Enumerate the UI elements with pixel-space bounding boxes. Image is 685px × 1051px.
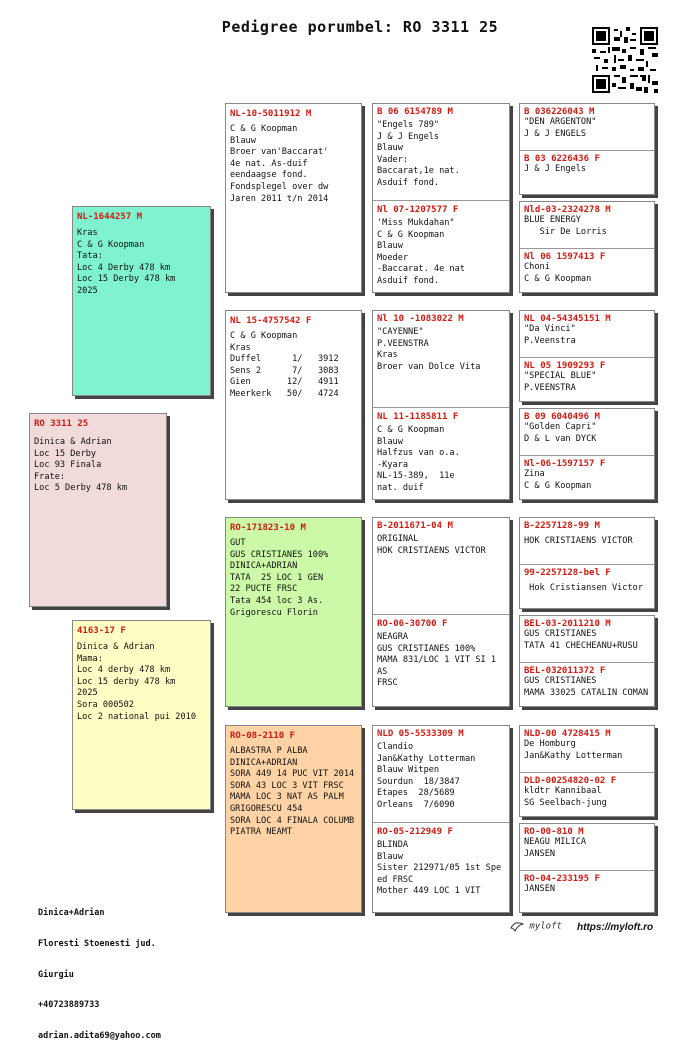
gen5-card[interactable] xyxy=(519,823,655,913)
gen4-line: Orleans 7/6090 xyxy=(377,799,455,810)
gen5-card[interactable] xyxy=(519,103,655,195)
gen3-line: C & G Koopman xyxy=(230,124,298,134)
dam-card[interactable] xyxy=(72,620,211,810)
gen5-line: Hok Cristiansen Victor xyxy=(524,583,643,593)
gen3-line: 4e nat. As-duif xyxy=(230,158,308,169)
dam-line: Loc 4 derby 478 km xyxy=(77,665,171,676)
gen5-card[interactable] xyxy=(519,725,655,817)
gen4-line: Blauw Witpen xyxy=(377,765,440,776)
gen5-line: MAMA 33025 CATALIN COMAN xyxy=(524,687,649,698)
gen3-line: PIATRA NEAMT xyxy=(230,827,293,838)
owner-email: adrian.adita69@yahoo.com xyxy=(38,1030,161,1041)
pigeon-icon xyxy=(510,920,524,932)
gen3-line: DINICA+ADRIAN xyxy=(230,757,298,768)
gen5-line: P.VEENSTRA xyxy=(524,382,576,393)
gen5-line: GUS CRISTIANES xyxy=(524,629,597,639)
gen5-ring: BEL-03-2011210 M xyxy=(524,619,611,629)
gen5-line: D & L van DYCK xyxy=(524,433,597,444)
website-link[interactable]: https://myloft.ro xyxy=(577,922,654,933)
gen3-ring: RO-08-2110 F xyxy=(230,731,296,741)
gen5-ring: Nld-03-2324278 M xyxy=(524,205,611,215)
gen5-ring: NLD-00 4728415 M xyxy=(524,729,611,739)
gen5-line: SG Seelbach-jung xyxy=(524,797,607,808)
gen5-line: "Da Vinci" xyxy=(524,324,576,334)
gen3-ring: NL-10-5011912 M xyxy=(230,109,312,119)
gen4-line: C & G Koopman xyxy=(377,425,445,435)
subject-line: Frate: xyxy=(34,471,66,482)
gen4-ring: RO-05-212949 F xyxy=(377,827,453,837)
gen4-line: Jan&Kathy Lotterman xyxy=(377,753,476,764)
gen3-ring: RO-171823-10 M xyxy=(230,523,306,533)
gen4-line: 'Miss Mukdahan" xyxy=(377,218,455,228)
dam-line: Sora 000502 xyxy=(77,699,134,710)
gen5-line: De Homburg xyxy=(524,739,576,749)
gen5-ring: DLD-00254820-02 F xyxy=(524,776,617,786)
owner-line: Dinica+Adrian xyxy=(38,908,105,919)
dam-line: Mama: xyxy=(77,653,103,664)
gen4-line: "CAYENNE" xyxy=(377,327,424,337)
gen3-ring: NL 15-4757542 F xyxy=(230,316,312,326)
gen5-line: GUS CRISTIANES xyxy=(524,676,597,686)
sire-line: Loc 4 Derby 478 km xyxy=(77,262,171,273)
gen4-line: J & J Engels xyxy=(377,131,440,142)
gen3-line: Blauw xyxy=(230,135,256,146)
owner-phone: +40723889733 xyxy=(38,1000,100,1011)
gen3-line: SORA 449 14 PUC VIT 2014 xyxy=(230,769,355,780)
gen3-line: Broer van'Baccarat' xyxy=(230,147,329,158)
gen5-line: "DEN ARGENTON" xyxy=(524,117,597,127)
gen5-card[interactable] xyxy=(519,615,655,707)
gen5-line: Sir De Lorris xyxy=(524,226,607,237)
gen4-ring: B-2011671-04 M xyxy=(377,521,453,531)
gen5-ring: B 03 6226436 F xyxy=(524,154,600,164)
dam-line: Dinica & Adrian xyxy=(77,642,155,652)
myloft-logo xyxy=(510,920,562,932)
dam-line: Loc 15 derby 478 km xyxy=(77,676,176,687)
gen4-line: Clandio xyxy=(377,742,414,752)
gen4-line: ORIGINAL xyxy=(377,534,419,544)
gen5-line: JANSEN xyxy=(524,848,556,859)
gen3-line: Tata 454 loc 3 As. xyxy=(230,595,324,606)
gen5-line: C & G Koopman xyxy=(524,273,592,284)
subject-line: Loc 15 Derby xyxy=(34,448,97,459)
sire-card[interactable] xyxy=(72,206,211,396)
owner-line: Giurgiu xyxy=(38,969,74,980)
gen4-line: Halfzus van o.a. xyxy=(377,448,460,459)
sire-line: Loc 15 Derby 478 km xyxy=(77,274,176,285)
gen4-line: Sourdun 18/3847 xyxy=(377,776,460,787)
gen5-ring: Nl-06-1597157 F xyxy=(524,459,606,469)
gen4-line: Sister 212971/05 1st Spe xyxy=(377,863,502,874)
gen3-line: GRIGORESCU 454 xyxy=(230,803,303,814)
gen3-line: GUT xyxy=(230,538,246,548)
owner-contact xyxy=(38,888,161,1051)
gen5-ring: B-2257128-99 M xyxy=(524,521,600,531)
gen4-card[interactable] xyxy=(372,725,510,913)
gen5-line: NEAGU MILICA xyxy=(524,837,587,847)
dam-ring: 4163-17 F xyxy=(77,626,126,636)
gen3-line: Fondsplegel over dw xyxy=(230,181,329,192)
gen4-line: NL-15-389, 11e xyxy=(377,471,455,482)
owner-line: Floresti Stoenesti jud. xyxy=(38,939,156,950)
gen4-ring: B 06 6154789 M xyxy=(377,107,453,117)
gen3-line: Kras xyxy=(230,342,251,353)
gen3-line: ALBASTRA P ALBA xyxy=(230,746,308,756)
gen3-card[interactable] xyxy=(225,310,362,500)
gen4-line: Baccarat,1e nat. xyxy=(377,166,460,177)
gen3-line: Sens 2 7/ 3083 xyxy=(230,365,339,376)
gen4-ring: Nl 10 -1083022 M xyxy=(377,314,464,324)
gen4-line: BLINDA xyxy=(377,840,409,850)
gen5-line: HOK CRISTIAENS VICTOR xyxy=(524,536,633,546)
gen4-line: Blauw xyxy=(377,143,403,154)
gen5-ring: B 036226043 M xyxy=(524,107,595,117)
gen4-line: C & G Koopman xyxy=(377,229,445,240)
gen5-line: kldtr Kannibaal xyxy=(524,786,602,796)
gen3-card[interactable] xyxy=(225,517,362,707)
gen4-ring: NL 11-1185811 F xyxy=(377,412,459,422)
gen5-ring: 99-2257128-bel F xyxy=(524,568,611,578)
gen4-line: Broer van Dolce Vita xyxy=(377,361,481,372)
dam-line: 2025 xyxy=(77,688,98,699)
gen5-ring: Nl 06 1597413 F xyxy=(524,252,606,262)
sire-line: Kras xyxy=(77,228,98,238)
gen3-line: TATA 25 LOC 1 GEN xyxy=(230,572,324,583)
qr-code xyxy=(592,27,658,93)
gen4-line: ed FRSC xyxy=(377,874,414,885)
gen4-ring: RO-06-30700 F xyxy=(377,619,448,629)
gen4-line: Kras xyxy=(377,350,398,361)
gen3-card[interactable] xyxy=(225,103,362,293)
gen4-card[interactable] xyxy=(372,310,510,500)
gen3-line: MAMA LOC 3 NAT AS PALM xyxy=(230,792,344,803)
gen4-line: P.VEENSTRA xyxy=(377,338,429,349)
gen5-card[interactable] xyxy=(519,517,655,609)
gen5-ring: NL 05 1909293 F xyxy=(524,361,606,371)
sire-line: Tata: xyxy=(77,251,103,262)
gen5-line: TATA 41 CHECHEANU+RUSU xyxy=(524,640,638,651)
gen5-ring: RO-04-233195 F xyxy=(524,874,600,884)
gen3-line: Meerkerk 50/ 4724 xyxy=(230,388,339,399)
gen4-line: Moeder xyxy=(377,252,409,263)
gen4-line: FRSC xyxy=(377,678,398,689)
gen4-line: GUS CRISTIANES 100% xyxy=(377,643,476,654)
gen5-line: JANSEN xyxy=(524,884,556,894)
gen4-line: Asduif fond. xyxy=(377,177,440,188)
gen3-line: Jaren 2011 t/n 2014 xyxy=(230,193,329,204)
gen4-line: AS xyxy=(377,666,388,677)
dam-line: Loc 2 national pui 2010 xyxy=(77,711,196,722)
gen3-line: 22 PUCTE FRSC xyxy=(230,584,298,595)
gen3-line: Grigorescu Florin xyxy=(230,607,318,618)
gen4-line: Blauw xyxy=(377,241,403,252)
gen4-line: Blauw xyxy=(377,436,403,447)
gen5-line: BLUE ENERGY xyxy=(524,215,581,225)
gen4-card[interactable] xyxy=(372,517,510,707)
gen4-line: Blauw xyxy=(377,851,403,862)
gen4-line: Asduif fond. xyxy=(377,275,440,286)
gen5-ring: NL 04-54345151 M xyxy=(524,314,611,324)
gen3-line: SORA 43 LOC 3 VIT FRSC xyxy=(230,780,344,791)
gen3-card[interactable] xyxy=(225,725,362,913)
gen5-line: "Golden Capri" xyxy=(524,422,597,432)
gen5-line: J & J Engels xyxy=(524,164,587,174)
gen5-line: J & J ENGELS xyxy=(524,128,587,139)
subject-line: Dinica & Adrian xyxy=(34,437,112,447)
gen4-line: HOK CRISTIAENS VICTOR xyxy=(377,545,486,556)
gen5-line: "SPECIAL BLUE" xyxy=(524,371,597,381)
gen4-line: "Engels 789" xyxy=(377,120,440,130)
gen5-line: C & G Koopman xyxy=(524,480,592,491)
gen3-line: Duffel 1/ 3912 xyxy=(230,354,339,365)
logo-text: myloft xyxy=(529,921,562,932)
gen4-line: NEAGRA xyxy=(377,632,409,642)
gen4-ring: Nl 07-1207577 F xyxy=(377,205,459,215)
gen4-line: MAMA 831/LOC 1 VIT SI 1 xyxy=(377,655,496,666)
gen5-ring: RO-00-810 M xyxy=(524,827,584,837)
gen3-line: GUS CRISTIANES 100% xyxy=(230,549,329,560)
sire-ring: NL-1644257 M xyxy=(77,212,143,222)
gen4-line: -Baccarat. 4e nat xyxy=(377,264,465,275)
sire-line: 2025 xyxy=(77,285,98,296)
subject-ring: RO 3311 25 xyxy=(34,419,89,429)
gen5-line: Zina xyxy=(524,469,545,479)
page-title: Pedigree porumbel: RO 3311 25 xyxy=(221,18,499,36)
gen4-card[interactable] xyxy=(372,103,510,293)
gen3-line: Gien 12/ 4911 xyxy=(230,377,339,388)
gen5-card[interactable] xyxy=(519,310,655,402)
gen4-line: Vader: xyxy=(377,154,409,165)
gen3-line: SORA LOC 4 FINALA COLUMB xyxy=(230,815,355,826)
gen3-line: C & G Koopman xyxy=(230,331,298,341)
subject-card[interactable] xyxy=(29,413,167,607)
gen4-line: Etapes 28/5689 xyxy=(377,788,455,799)
gen4-ring: NLD 05-5533309 M xyxy=(377,729,464,739)
sire-line: C & G Koopman xyxy=(77,239,145,250)
subject-line: Loc 5 Derby 478 km xyxy=(34,483,128,494)
gen5-line: Jan&Kathy Lotterman xyxy=(524,750,623,761)
gen4-line: -Kyara xyxy=(377,459,409,470)
gen5-line: P.Veenstra xyxy=(524,335,576,346)
gen3-line: DINICA+ADRIAN xyxy=(230,561,298,572)
gen4-line: nat. duif xyxy=(377,482,424,493)
gen4-line: Mother 449 LOC 1 VIT xyxy=(377,886,481,897)
gen5-line: Choni xyxy=(524,262,550,272)
gen5-ring: BEL-032011372 F xyxy=(524,666,606,676)
gen5-ring: B 09 6040496 M xyxy=(524,412,600,422)
gen3-line: eendaagse fond. xyxy=(230,170,308,181)
subject-line: Loc 93 Finala xyxy=(34,460,102,471)
gen5-card[interactable] xyxy=(519,408,655,500)
gen5-card[interactable] xyxy=(519,201,655,293)
